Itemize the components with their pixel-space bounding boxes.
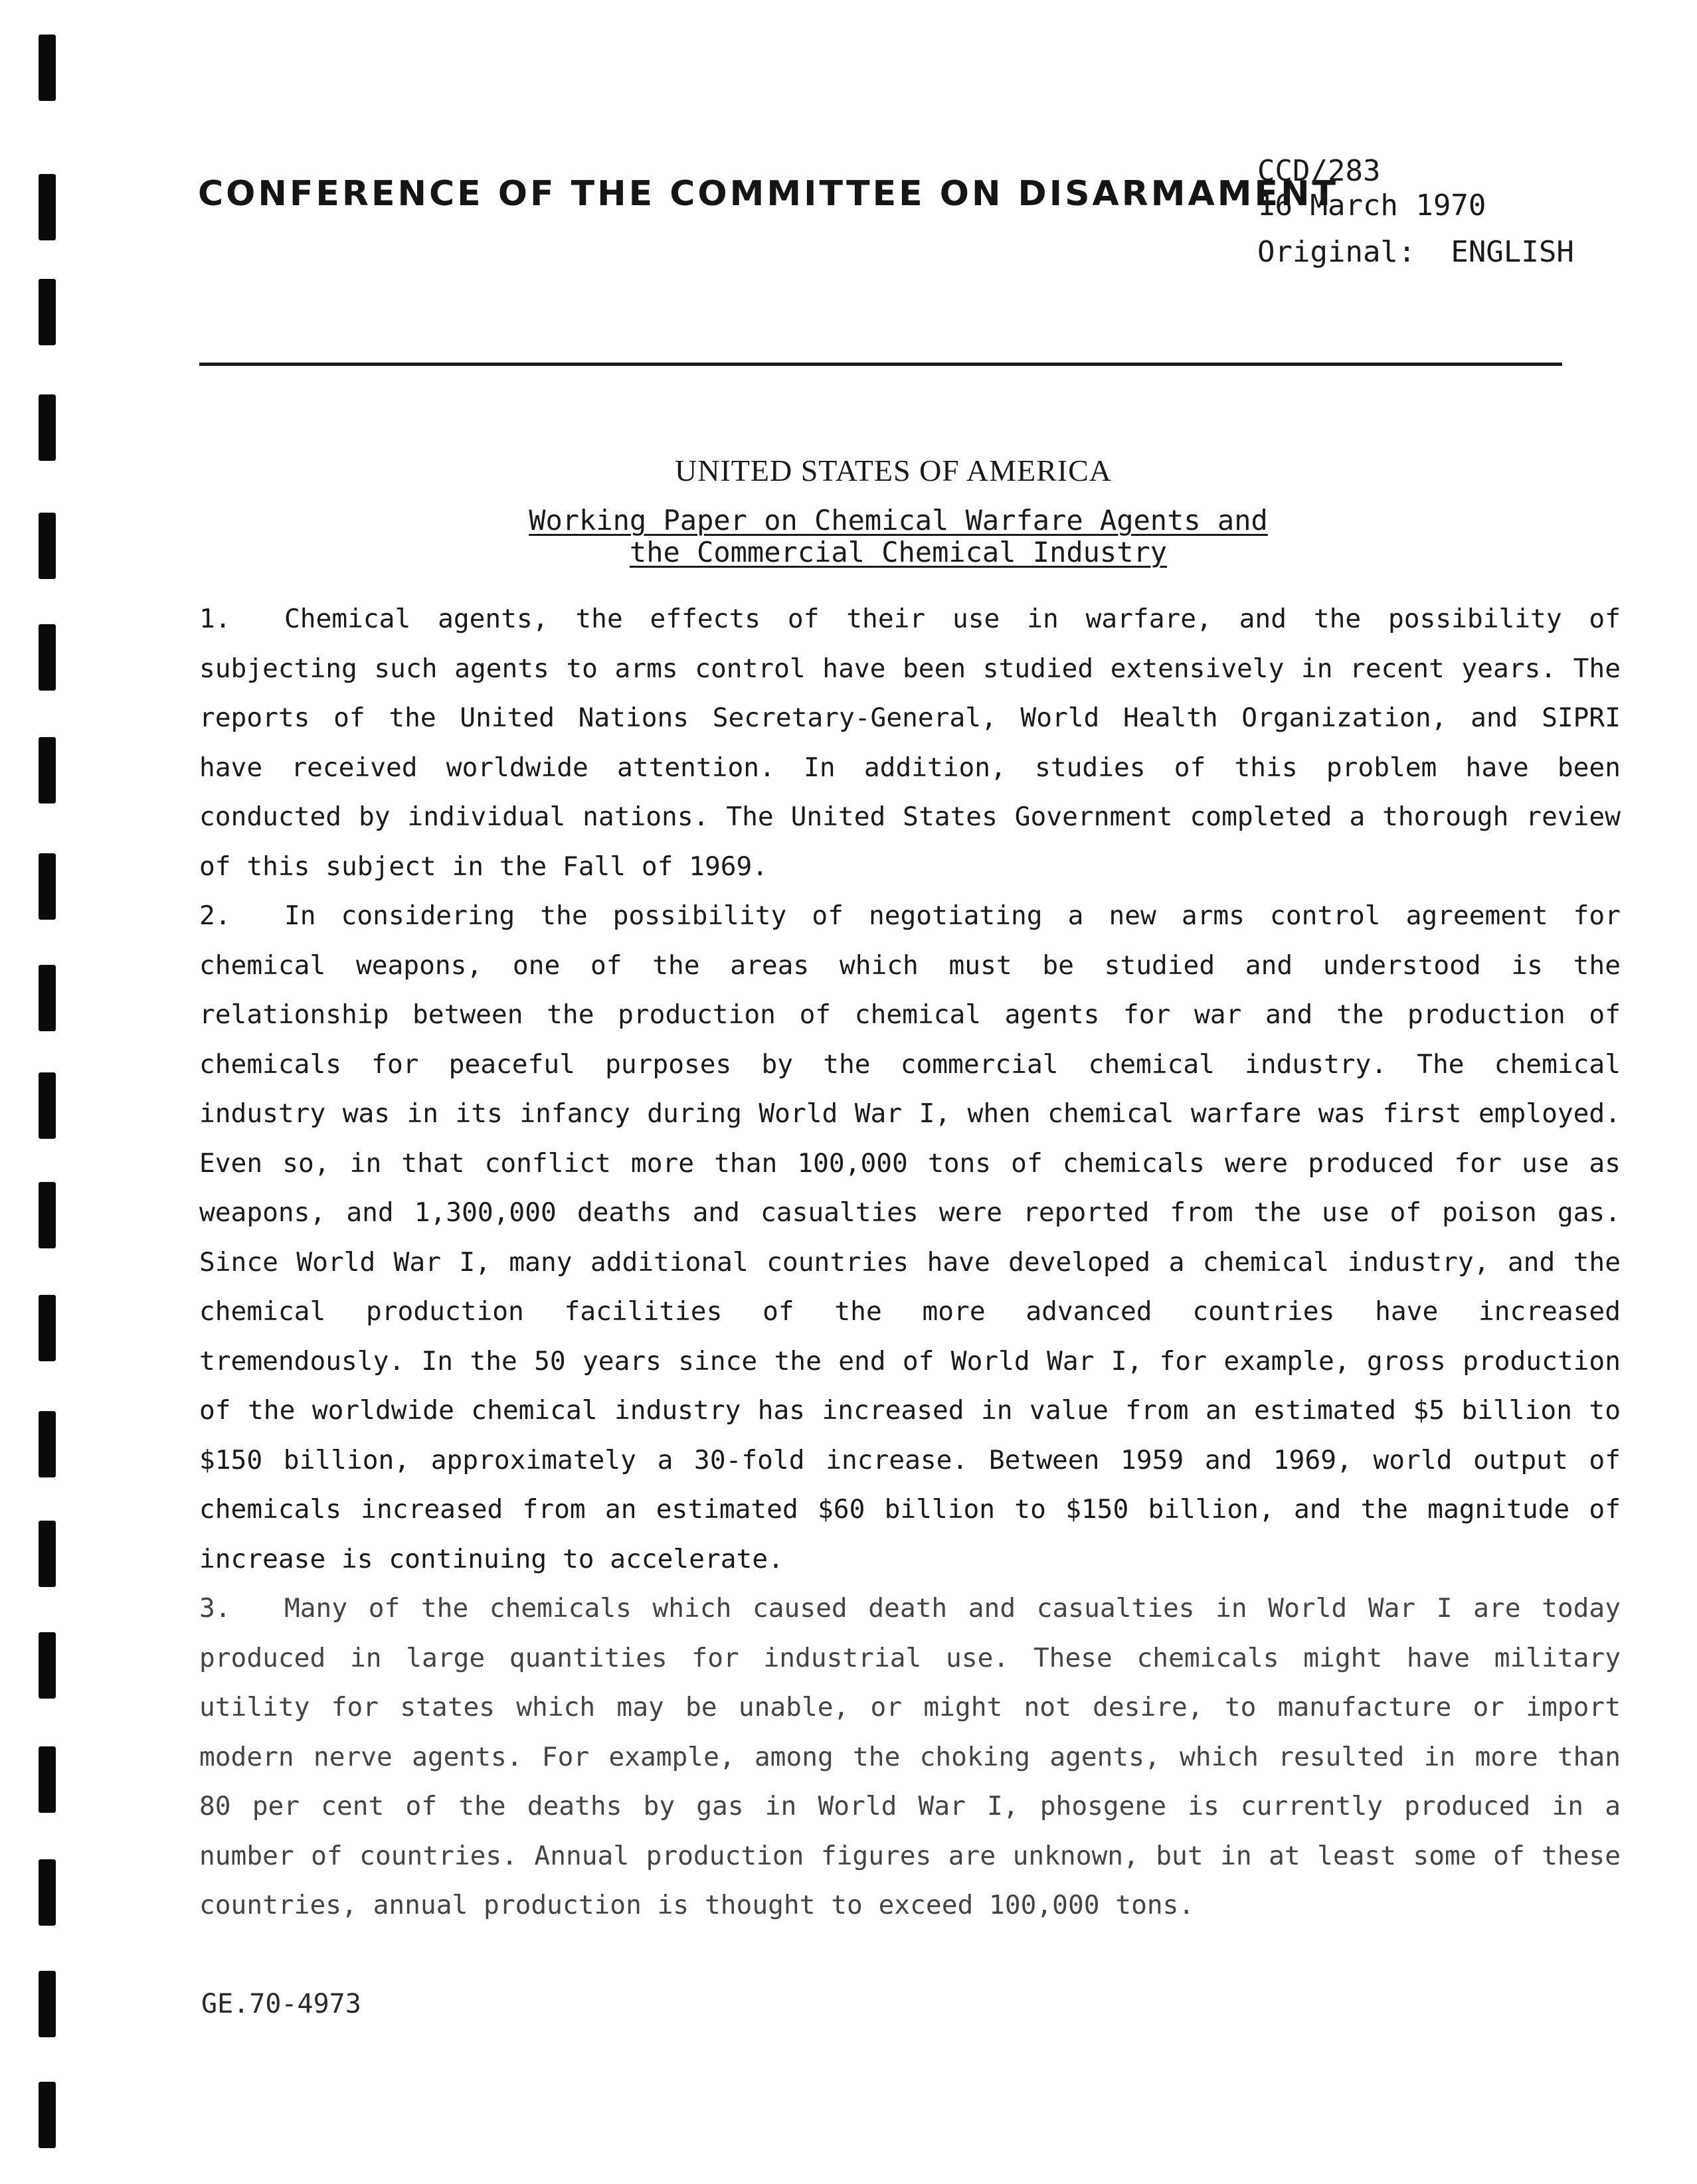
punch-mark — [39, 1521, 56, 1587]
punch-mark — [39, 1746, 56, 1813]
punch-mark — [39, 853, 56, 920]
paragraph-3 — [199, 1584, 1621, 1930]
header-divider — [199, 363, 1562, 366]
punch-mark — [39, 1182, 56, 1248]
paragraph-text: In considering the possibility of negotiating a new arms control agreement for chemical weapons, one of the areas which must be studied and understood is the relationship between the production of chemical agents for war and the production of chemicals for peaceful purposes by the commercial chemical industry. The chemical industry was in its infancy during World War I, when chemical warfare was first employed. Even so, in that conflict more than 100,000 tons of chemicals were produced for use as weapons, and 1,300,000 deaths and casualties were reported from the use of poison gas. Since World War I, many additional countries have developed a chemical industry, and the chemical production facilities of the more advanced countries have increased tremendously. In the 50 years since the end of World War I, for example, gross production of the worldwide chemical industry has increased in value from an estimated $5 billion to $150 billion, approximately a 30-fold increase. Between 1959 and 1969, world output of chemicals increased from an estimated $60 billion to $150 billion, and the magnitude of increase is continuing to accelerate. — [199, 900, 1621, 1574]
punch-mark — [39, 2082, 56, 2148]
paper-title-line-2: the Commercial Chemical Industry — [629, 536, 1168, 568]
punch-mark — [39, 624, 56, 691]
punch-mark — [39, 279, 56, 345]
punch-mark — [39, 1295, 56, 1361]
punch-mark — [39, 1859, 56, 1926]
punch-mark — [39, 1072, 56, 1139]
binder-punch-marks — [39, 0, 65, 2184]
original-language: Original: ENGLISH — [1257, 235, 1574, 269]
committee-title: CONFERENCE OF THE COMMITTEE ON DISARMAMENT — [198, 174, 1339, 214]
punch-mark — [39, 1971, 56, 2037]
paragraph-number: 1. — [199, 604, 231, 634]
paragraph-number: 3. — [199, 1593, 231, 1624]
paragraph-1 — [199, 594, 1621, 891]
paragraph-number: 2. — [199, 900, 231, 931]
punch-mark — [39, 737, 56, 803]
paper-title-line-1: Working Paper on Chemical Warfare Agents and — [529, 504, 1268, 537]
punch-mark — [39, 965, 56, 1031]
punch-mark — [39, 174, 56, 240]
paragraph-text: Many of the chemicals which caused death and casualties in World War I are today produced in large quantities for industrial use. These chemicals might have military utility for states which may be unable, or might not desire, to manufacture or import modern nerve agents. For example, among the choking agents, which resulted in more than 80 per cent of the deaths by gas in World War I, phosgene is currently produced in a number of countries. Annual production figures are unknown, but in at least some of these countries, annual production is thought to exceed 100,000 tons. — [199, 1593, 1621, 1920]
country-title: UNITED STATES OF AMERICA — [675, 454, 1112, 487]
document-date: 16 March 1970 — [1257, 189, 1486, 222]
punch-mark — [39, 394, 56, 461]
punch-mark — [39, 35, 56, 101]
punch-mark — [39, 1632, 56, 1699]
paragraph-2 — [199, 891, 1621, 1584]
punch-mark — [39, 1411, 56, 1477]
footer-document-code: GE.70-4973 — [201, 1989, 361, 2019]
paragraph-text: Chemical agents, the effects of their use in warfare, and the possibility of subjecting such agents to arms control have been studied extensively in recent years. The reports of the United Nations Secretary-General, World Health Organization, and SIPRI have received worldwide attention. In addition, studies of this problem have been conducted by individual nations. The United States Government completed a thorough review of this subject in the Fall of 1969. — [199, 604, 1621, 882]
document-symbol: CCD/283 — [1257, 154, 1381, 188]
document-body — [199, 594, 1621, 1930]
paper-title — [0, 505, 1697, 568]
document-meta — [1257, 154, 1574, 270]
